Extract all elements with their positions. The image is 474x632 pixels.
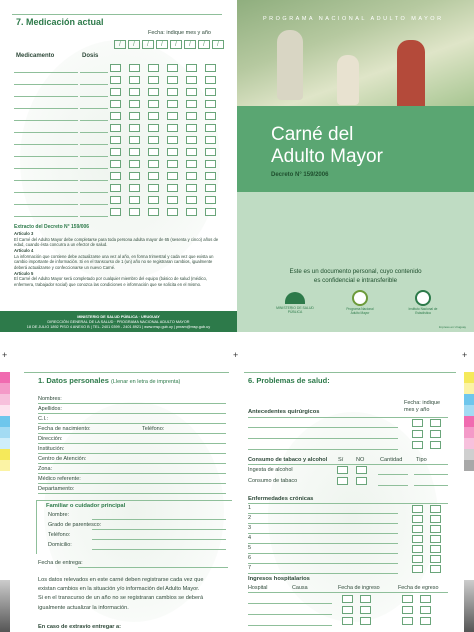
medication-date-box[interactable] bbox=[186, 112, 197, 120]
notice-text bbox=[38, 576, 203, 613]
medication-dose-line[interactable] bbox=[80, 108, 108, 109]
family-field-label: Nombre: bbox=[48, 512, 70, 518]
tobacco-title: Consumo de tabaco y alcohol bbox=[248, 457, 328, 463]
family-field-line[interactable] bbox=[92, 529, 226, 530]
medication-date-box[interactable] bbox=[110, 196, 121, 204]
medication-date-box[interactable] bbox=[110, 64, 121, 72]
ine-emblem-icon bbox=[415, 290, 431, 306]
chronic-date-box[interactable] bbox=[430, 555, 441, 563]
medication-name-line[interactable] bbox=[14, 180, 78, 181]
personal-field-label: Médico referente: bbox=[38, 476, 81, 482]
chronic-date-box[interactable] bbox=[412, 565, 423, 573]
logo-ine bbox=[403, 290, 443, 318]
personal-field-line[interactable] bbox=[38, 433, 226, 434]
medication-date-box[interactable] bbox=[129, 76, 140, 84]
chronic-number: 5 bbox=[248, 545, 252, 551]
hosp-out-date-box[interactable] bbox=[402, 617, 413, 625]
crop-mark-left: + bbox=[2, 350, 8, 360]
medication-date-box[interactable] bbox=[129, 124, 140, 132]
date-slashes: / / / / / / / / bbox=[114, 40, 224, 49]
medication-date-box[interactable] bbox=[205, 64, 216, 72]
medication-dose-line[interactable] bbox=[80, 192, 108, 193]
col-dosis: Dosis bbox=[82, 53, 99, 59]
delivery-label: Fecha de entrega: bbox=[38, 560, 83, 566]
alcohol-no-box[interactable] bbox=[356, 466, 367, 474]
medication-date-box[interactable] bbox=[186, 124, 197, 132]
personal-doc-line2: es confidencial e intransferible bbox=[313, 277, 398, 284]
hosp-in-date-box[interactable] bbox=[360, 595, 371, 603]
medication-date-box[interactable] bbox=[129, 64, 140, 72]
chronic-number: 1 bbox=[248, 505, 252, 511]
hosp-out-date-box[interactable] bbox=[420, 606, 431, 614]
color-bar-left bbox=[0, 372, 10, 471]
chronic-line[interactable] bbox=[248, 523, 398, 524]
decree-articles bbox=[14, 231, 226, 288]
medication-name-line[interactable] bbox=[14, 120, 78, 121]
medication-date-box[interactable] bbox=[167, 208, 178, 216]
chronic-date-box[interactable] bbox=[430, 505, 441, 513]
medication-dose-line[interactable] bbox=[80, 168, 108, 169]
page-top-right bbox=[237, 0, 474, 332]
date-label-2: mes y año bbox=[404, 407, 430, 413]
hosp-line[interactable] bbox=[248, 603, 332, 604]
tobacco-si-box[interactable] bbox=[337, 477, 348, 485]
personal-field-label: Institución: bbox=[38, 446, 65, 452]
personal-field-label: C.I.: bbox=[38, 416, 49, 422]
family-field-line[interactable] bbox=[92, 519, 226, 520]
medication-date-box[interactable] bbox=[148, 136, 159, 144]
chronic-line[interactable] bbox=[248, 533, 398, 534]
personal-field-label: Departamento: bbox=[38, 486, 75, 492]
personal-field-line[interactable] bbox=[38, 483, 226, 484]
col-si: Sí bbox=[338, 457, 344, 463]
tobacco-label: Consumo de tabaco bbox=[248, 478, 298, 484]
medication-date-box[interactable] bbox=[167, 184, 178, 192]
surgical-line[interactable] bbox=[248, 438, 398, 439]
medication-date-box[interactable] bbox=[167, 160, 178, 168]
section-title-personal bbox=[38, 376, 180, 385]
medication-date-box[interactable] bbox=[205, 112, 216, 120]
medication-date-box[interactable] bbox=[186, 76, 197, 84]
notice-line-4: igualmente actualizar la información. bbox=[38, 604, 129, 611]
hosp-out-date-box[interactable] bbox=[402, 595, 413, 603]
personal-title: 1. Datos personales bbox=[38, 376, 109, 385]
medication-date-box[interactable] bbox=[148, 208, 159, 216]
program-title: PROGRAMA NACIONAL ADULTO MAYOR bbox=[263, 16, 444, 22]
medication-date-box[interactable] bbox=[129, 160, 140, 168]
medication-date-box[interactable] bbox=[186, 100, 197, 108]
medication-name-line[interactable] bbox=[14, 96, 78, 97]
medication-dose-line[interactable] bbox=[80, 120, 108, 121]
family-field-label: Domicilio: bbox=[48, 542, 72, 548]
medication-date-box[interactable] bbox=[205, 172, 216, 180]
medication-dose-line[interactable] bbox=[80, 132, 108, 133]
section-title-health: 6. Problemas de salud: bbox=[248, 376, 330, 385]
chronic-title: Enfermedades crónicas bbox=[248, 496, 314, 502]
medication-date-box[interactable] bbox=[186, 64, 197, 72]
page-bottom-left bbox=[14, 362, 236, 632]
medication-date-box[interactable] bbox=[129, 136, 140, 144]
medication-date-box[interactable] bbox=[167, 124, 178, 132]
surgical-date-box[interactable] bbox=[412, 419, 423, 427]
medication-date-box[interactable] bbox=[186, 136, 197, 144]
personal-field-line[interactable] bbox=[38, 493, 226, 494]
chronic-number: 2 bbox=[248, 515, 252, 521]
medication-date-box[interactable] bbox=[148, 196, 159, 204]
logo-ine-text: Instituto Nacional de Estadística bbox=[408, 307, 438, 315]
personal-field-line[interactable] bbox=[38, 463, 226, 464]
footer-band bbox=[0, 311, 237, 332]
medication-date-box[interactable] bbox=[148, 100, 159, 108]
medication-date-box[interactable] bbox=[205, 88, 216, 96]
chronic-date-box[interactable] bbox=[412, 555, 423, 563]
logo-program bbox=[345, 290, 375, 318]
hosp-line[interactable] bbox=[248, 625, 332, 626]
medication-date-box[interactable] bbox=[167, 64, 178, 72]
surgical-line[interactable] bbox=[248, 427, 398, 428]
chronic-date-box[interactable] bbox=[430, 515, 441, 523]
msp-emblem-icon bbox=[285, 292, 305, 304]
medication-date-box[interactable] bbox=[167, 196, 178, 204]
article-4-text: La información que contiene debe actualizarse una vez al año, en forma trimestral y cada vez que exista un cambio importante de información. Si en el transcurso de 1 (un) año no se registraran cambios, igualmente deberá actualizarse y confeccionarse un nuevo Carné. bbox=[14, 253, 214, 271]
medication-date-box[interactable] bbox=[205, 100, 216, 108]
medication-dose-line[interactable] bbox=[80, 84, 108, 85]
photo-figure-woman bbox=[277, 30, 303, 100]
logo-program-text: Programa Nacional Adulto Mayor bbox=[346, 307, 374, 315]
medication-date-box[interactable] bbox=[186, 148, 197, 156]
lost-label: En caso de extravío entregar a: bbox=[38, 624, 122, 630]
decree-number: Decreto N° 159/2006 bbox=[271, 172, 329, 178]
medication-date-box[interactable] bbox=[110, 112, 121, 120]
surgical-date-box[interactable] bbox=[430, 441, 441, 449]
section-title-medication: 7. Medicación actual bbox=[16, 17, 104, 27]
decree-extract-title: Extracto del Decreto N° 159/006 bbox=[14, 224, 90, 230]
medication-name-line[interactable] bbox=[14, 156, 78, 157]
medication-date-box[interactable] bbox=[186, 196, 197, 204]
medication-name-line[interactable] bbox=[14, 168, 78, 169]
hosp-out-date-box[interactable] bbox=[402, 606, 413, 614]
medication-dose-line[interactable] bbox=[80, 144, 108, 145]
family-field-label: Grado de parentesco: bbox=[48, 522, 102, 528]
medication-name-line[interactable] bbox=[14, 72, 78, 73]
medication-date-box[interactable] bbox=[205, 208, 216, 216]
personal-field-label: Nombres: bbox=[38, 396, 62, 402]
medication-date-box[interactable] bbox=[129, 100, 140, 108]
logo-msp-text: MINISTERIO DE SALUD PÚBLICA bbox=[276, 306, 314, 314]
medication-date-box[interactable] bbox=[205, 148, 216, 156]
medication-date-box[interactable] bbox=[186, 208, 197, 216]
hosp-in-date-box[interactable] bbox=[360, 617, 371, 625]
chronic-line[interactable] bbox=[248, 553, 398, 554]
surgical-date-box[interactable] bbox=[412, 430, 423, 438]
medication-date-box[interactable] bbox=[148, 148, 159, 156]
personal-field-label: Zona: bbox=[38, 466, 53, 472]
hosp-col-causa: Causa bbox=[292, 585, 308, 591]
medication-date-box[interactable] bbox=[167, 172, 178, 180]
col-cantidad: Cantidad bbox=[380, 457, 403, 463]
surgical-date-box[interactable] bbox=[430, 419, 441, 427]
personal-field-line[interactable] bbox=[38, 413, 226, 414]
medication-date-box[interactable] bbox=[148, 76, 159, 84]
personal-field-label: Apellidos: bbox=[38, 406, 62, 412]
personal-field-line[interactable] bbox=[38, 453, 226, 454]
medication-date-box[interactable] bbox=[205, 160, 216, 168]
chronic-line[interactable] bbox=[248, 543, 398, 544]
medication-name-line[interactable] bbox=[14, 192, 78, 193]
medication-date-box[interactable] bbox=[129, 112, 140, 120]
chronic-date-box[interactable] bbox=[412, 545, 423, 553]
personal-field-label: Fecha de nacimiento: bbox=[38, 426, 91, 432]
medication-dose-line[interactable] bbox=[80, 204, 108, 205]
personal-field-line[interactable] bbox=[38, 443, 226, 444]
chronic-date-box[interactable] bbox=[430, 525, 441, 533]
hosp-title: Ingresos hospitalarios bbox=[248, 576, 310, 582]
crop-mark-right: + bbox=[462, 350, 468, 360]
medication-date-box[interactable] bbox=[110, 148, 121, 156]
bottom-note: Impreso en Uruguay bbox=[438, 325, 466, 329]
chronic-date-box[interactable] bbox=[430, 565, 441, 573]
personal-field-label: Dirección: bbox=[38, 436, 63, 442]
hosp-in-date-box[interactable] bbox=[342, 595, 353, 603]
medication-date-box[interactable] bbox=[205, 196, 216, 204]
medication-date-box[interactable] bbox=[148, 184, 159, 192]
alcohol-label: Ingesta de alcohol bbox=[248, 467, 293, 473]
medication-dose-line[interactable] bbox=[80, 180, 108, 181]
medication-date-box[interactable] bbox=[129, 184, 140, 192]
notice-line-3: Si en el transcurso de un año no se registraran cambios se deberá bbox=[38, 595, 204, 602]
chronic-number: 6 bbox=[248, 555, 252, 561]
medication-date-box[interactable] bbox=[186, 184, 197, 192]
hosp-out-date-box[interactable] bbox=[420, 617, 431, 625]
medication-name-line[interactable] bbox=[14, 84, 78, 85]
medication-date-box[interactable] bbox=[148, 124, 159, 132]
photo-figure-man bbox=[397, 40, 425, 110]
medication-date-box[interactable] bbox=[186, 88, 197, 96]
medication-date-box[interactable] bbox=[110, 160, 121, 168]
medication-date-box[interactable] bbox=[167, 76, 178, 84]
hosp-col-ingreso: Fecha de ingreso bbox=[338, 585, 380, 591]
personal-field-line[interactable] bbox=[38, 403, 226, 404]
family-field-line[interactable] bbox=[92, 539, 226, 540]
medication-date-box[interactable] bbox=[167, 100, 178, 108]
chronic-date-box[interactable] bbox=[412, 525, 423, 533]
personal-field-line[interactable] bbox=[38, 473, 226, 474]
medication-dose-line[interactable] bbox=[80, 72, 108, 73]
col-medicamento: Medicamento bbox=[16, 53, 55, 59]
card-title-line2: Adulto Mayor bbox=[271, 146, 383, 167]
personal-field-line[interactable] bbox=[38, 423, 226, 424]
medication-date-box[interactable] bbox=[205, 184, 216, 192]
phone-label: Teléfono: bbox=[142, 426, 165, 432]
hosp-in-date-box[interactable] bbox=[360, 606, 371, 614]
medication-date-box[interactable] bbox=[186, 160, 197, 168]
medication-date-box[interactable] bbox=[129, 148, 140, 156]
medication-date-box[interactable] bbox=[148, 88, 159, 96]
medication-date-box[interactable] bbox=[110, 100, 121, 108]
hosp-in-date-box[interactable] bbox=[342, 617, 353, 625]
article-5-text: El Carné del Adulto Mayor será completado por cualquier miembro del equipo (básico de salud (médico, enfermera, trabajador social) que conozca las condiciones e información que se solicita en el mismo. bbox=[14, 276, 207, 288]
logo-msp bbox=[275, 292, 315, 316]
medication-date-box[interactable] bbox=[205, 76, 216, 84]
alcohol-si-box[interactable] bbox=[337, 466, 348, 474]
medication-date-box[interactable] bbox=[167, 148, 178, 156]
col-no: NO bbox=[356, 457, 365, 463]
surgical-date-box[interactable] bbox=[412, 441, 423, 449]
medication-name-line[interactable] bbox=[14, 216, 78, 217]
medication-date-box[interactable] bbox=[167, 88, 178, 96]
medication-date-box[interactable] bbox=[110, 208, 121, 216]
page-top-left bbox=[0, 0, 237, 332]
chronic-line[interactable] bbox=[248, 513, 398, 514]
medication-name-line[interactable] bbox=[14, 204, 78, 205]
medication-date-box[interactable] bbox=[148, 64, 159, 72]
photo-figure-child bbox=[337, 55, 359, 105]
article-3-text: El Carné del Adulto Mayor debe completarse para toda persona adulta mayor de 65 (sesenta y cinco) años de edad, cuando ésta concurra a un efector de salud. bbox=[14, 236, 219, 248]
article-4-title: Artículo 4 bbox=[14, 248, 34, 254]
medication-date-box[interactable] bbox=[110, 76, 121, 84]
surgical-line[interactable] bbox=[248, 449, 398, 450]
hosp-line[interactable] bbox=[248, 614, 332, 615]
surgical-date-box[interactable] bbox=[430, 430, 441, 438]
card-title-line1: Carné del bbox=[271, 124, 354, 145]
footer-line-2: DIRECCIÓN GENERAL DE LA SALUD · PROGRAMA NACIONAL ADULTO MAYOR bbox=[47, 320, 190, 325]
article-5-title: Artículo 5 bbox=[14, 270, 34, 276]
medication-date-box[interactable] bbox=[205, 136, 216, 144]
personal-doc-line1: Este es un documento personal, cuyo contenido bbox=[289, 268, 422, 275]
hosp-col-egreso: Fecha de egreso bbox=[398, 585, 439, 591]
medication-date-box[interactable] bbox=[148, 112, 159, 120]
page-bottom-right bbox=[238, 362, 462, 632]
family-field-line[interactable] bbox=[92, 549, 226, 550]
medication-date-box[interactable] bbox=[110, 88, 121, 96]
program-emblem-icon bbox=[352, 290, 368, 306]
gray-bar-right bbox=[464, 580, 474, 632]
chronic-date-box[interactable] bbox=[430, 535, 441, 543]
tobacco-no-box[interactable] bbox=[356, 477, 367, 485]
medication-dose-line[interactable] bbox=[80, 156, 108, 157]
color-bar-right bbox=[464, 372, 474, 471]
chronic-date-box[interactable] bbox=[412, 535, 423, 543]
chronic-line[interactable] bbox=[248, 573, 398, 574]
hosp-in-date-box[interactable] bbox=[342, 606, 353, 614]
medication-date-box[interactable] bbox=[167, 136, 178, 144]
family-field-label: Teléfono: bbox=[48, 532, 71, 538]
surgical-title: Antecedentes quirúrgicos bbox=[248, 409, 320, 415]
chronic-number: 3 bbox=[248, 525, 252, 531]
medication-name-line[interactable] bbox=[14, 108, 78, 109]
chronic-number: 4 bbox=[248, 535, 252, 541]
chronic-date-box[interactable] bbox=[430, 545, 441, 553]
medication-date-box[interactable] bbox=[148, 160, 159, 168]
medication-date-box[interactable] bbox=[167, 112, 178, 120]
medication-date-box[interactable] bbox=[110, 184, 121, 192]
medication-dose-line[interactable] bbox=[80, 216, 108, 217]
medication-date-box[interactable] bbox=[129, 172, 140, 180]
article-3-title: Artículo 3 bbox=[14, 231, 34, 236]
medication-date-box[interactable] bbox=[186, 172, 197, 180]
hosp-out-date-box[interactable] bbox=[420, 595, 431, 603]
medication-date-box[interactable] bbox=[110, 124, 121, 132]
medication-date-box[interactable] bbox=[129, 88, 140, 96]
medication-date-box[interactable] bbox=[110, 136, 121, 144]
medication-date-box[interactable] bbox=[148, 172, 159, 180]
medication-dose-line[interactable] bbox=[80, 96, 108, 97]
footer-line-1: MINISTERIO DE SALUD PÚBLICA · URUGUAY bbox=[77, 315, 160, 319]
hosp-col-hospital: Hospital bbox=[248, 585, 268, 591]
medication-date-box[interactable] bbox=[205, 124, 216, 132]
medication-date-box[interactable] bbox=[129, 196, 140, 204]
notice-line-2: existan cambios en la situación y/o información del Adulto Mayor. bbox=[38, 586, 200, 593]
family-title: Familiar o cuidador principal bbox=[46, 503, 126, 509]
footer-line-3: 18 DE JULIO 1892 PISO 4 ANEXO B | TEL. 2401 0399 - 2401 8921 | www.msp.gub.uy | pnram@msp.gub.uy bbox=[26, 325, 211, 330]
col-tipo: Tipo bbox=[416, 457, 427, 463]
crop-mark-center: + bbox=[233, 350, 239, 360]
personal-note: (Llenar en letra de imprenta) bbox=[110, 379, 181, 385]
date-label: Fecha: indique mes y año bbox=[148, 30, 211, 36]
notice-line-1: Los datos relevados en este carné deben registrarse cada vez que bbox=[38, 577, 204, 583]
date-label-1: Fecha: indique bbox=[404, 400, 441, 406]
chronic-line[interactable] bbox=[248, 563, 398, 564]
personal-field-label: Centro de Atención: bbox=[38, 456, 87, 462]
gray-bar-left bbox=[0, 580, 10, 632]
medication-date-box[interactable] bbox=[129, 208, 140, 216]
chronic-date-box[interactable] bbox=[412, 505, 423, 513]
medication-name-line[interactable] bbox=[14, 144, 78, 145]
medication-date-box[interactable] bbox=[110, 172, 121, 180]
medication-name-line[interactable] bbox=[14, 132, 78, 133]
chronic-date-box[interactable] bbox=[412, 515, 423, 523]
chronic-number: 7 bbox=[248, 565, 252, 571]
